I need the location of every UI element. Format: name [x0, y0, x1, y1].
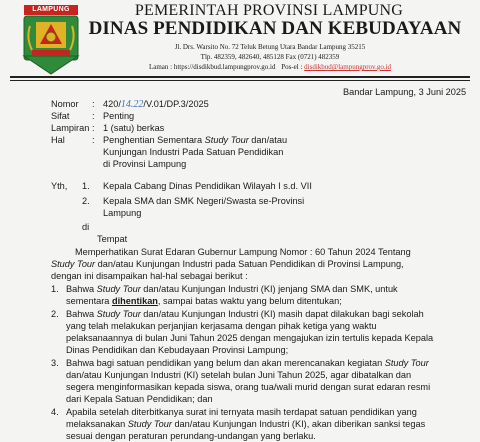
point-number: 4. — [51, 407, 59, 417]
letterhead-agency: DINAS PENDIDIKAN DAN KEBUDAYAAN — [88, 18, 462, 39]
email-label: Pos-el : — [281, 63, 305, 71]
recipient-place: Tempat — [97, 234, 128, 244]
letterhead-rule-thin — [10, 80, 470, 81]
meta-subject-line3: di Provinsi Lampung — [103, 159, 187, 169]
point-1-line1: Bahwa Study Tour dan/atau Kunjungan Industri (KI) jenjang SMA dan SMK, untuk — [66, 284, 398, 294]
salutation: Yth, — [51, 181, 68, 191]
letterhead-web — [0, 63, 480, 71]
meta-colon: : — [92, 123, 95, 133]
meta-colon: : — [92, 135, 95, 145]
point-2-line3: pelaksanaannya di bulan Juni Tahun 2025 dengan mengajukan izin tertulis kepada Kepala — [66, 333, 434, 343]
email-link[interactable]: disdikbud@lampungprov.go.id — [304, 63, 392, 71]
point-number: 3. — [51, 358, 59, 368]
letterhead-address: Jl. Drs. Warsito No. 72 Teluk Betung Utara Bandar Lampung 35215 — [174, 43, 366, 51]
point-1-line2: sementara dihentikan, sampai batas waktu yang belum ditentukan; — [66, 296, 342, 306]
logo-label: LAMPUNG — [24, 5, 78, 15]
meta-number-value: 420/14.22/V.01/DP.3/2025 — [103, 99, 209, 110]
meta-subject-label: Hal — [51, 135, 65, 145]
intro-line3: dengan ini disampaikan hal-hal sebagai berikut : — [51, 271, 248, 281]
intro-line1: Memperhatikan Surat Edaran Gubernur Lampung Nomor : 60 Tahun 2024 Tentang — [75, 247, 411, 257]
point-3-line3: segera menginformasikan kepada siswa, orang tua/wali murid dengan surat edaran resmi — [66, 382, 431, 392]
meta-attachment-value: 1 (satu) berkas — [103, 123, 165, 133]
letter-date: Bandar Lampung, 3 Juni 2025 — [343, 87, 467, 97]
point-3-line2: dan/atau Kunjungan Industri (KI) setelah bulan Juni Tahun 2025, agar dibatalkan dan — [66, 370, 412, 380]
point-4-line2: melaksanakan Study Tour dan/atau Kunjungan Industri (KI), akan diberikan sanksi tegas — [66, 419, 426, 429]
website-text: Laman : https://disdikbud.lampungprov.go.id — [148, 63, 276, 71]
meta-number-label: Nomor — [51, 99, 79, 109]
point-2-line2: yang telah melakukan perjanjian kerjasama dengan pihak ketiga yang waktu — [66, 321, 377, 331]
meta-nature-label: Sifat — [51, 111, 70, 121]
meta-colon: : — [92, 99, 95, 109]
point-2-line1: Bahwa Study Tour dan/atau Kunjungan Industri (KI) masih dapat dilakukan bagi sekolah — [66, 309, 424, 319]
point-number: 2. — [51, 309, 59, 319]
recipient-di: di — [82, 222, 90, 232]
recipient-2-line2: Lampung — [103, 208, 142, 218]
letterhead-government: PEMERINTAH PROVINSI LAMPUNG — [134, 2, 404, 19]
recipient-1: Kepala Cabang Dinas Pendidikan Wilayah I s.d. VII — [103, 181, 312, 191]
recipient-2-line1: Kepala SMA dan SMK Negeri/Swasta se-Provinsi — [103, 196, 305, 206]
meta-attachment-label: Lampiran — [51, 123, 90, 133]
recipient-number: 2. — [82, 196, 90, 206]
meta-subject-line2: Kunjungan Industri Pada Satuan Pendidikan — [103, 147, 284, 157]
point-2-line4: Dinas Pendidikan dan Kebudayaan Provinsi Lampung; — [66, 345, 289, 355]
recipient-number: 1. — [82, 181, 90, 191]
meta-colon: : — [92, 111, 95, 121]
meta-nature-value: Penting — [103, 111, 135, 121]
meta-subject-line1: Penghentian Sementara Study Tour dan/atau — [103, 135, 288, 145]
letterhead-rule-thick — [10, 76, 470, 78]
handwritten-number: 14.22 — [120, 99, 144, 110]
point-4-line1: Apabila setelah diterbitkanya surat ini ternyata masih terdapat satuan pendidikan yang — [66, 407, 417, 417]
intro-line2: Study Tour dan/atau Kunjungan Industri pada Satuan Pendidikan di Provinsi Lampung, — [51, 259, 404, 269]
point-4-line3: sesuai dengan peraturan perundang-undangan yang berlaku. — [66, 431, 316, 441]
point-number: 1. — [51, 284, 59, 294]
point-3-line1: Bahwa bagi satuan pendidikan yang belum dan akan merencanakan kegiatan Study Tour — [66, 358, 429, 368]
point-3-line4: dari Kepala Satuan Pendidikan; dan — [66, 394, 213, 404]
letterhead-phone: Tlp. 482359, 482640, 485128 Fax (0721) 482359 — [200, 53, 340, 61]
